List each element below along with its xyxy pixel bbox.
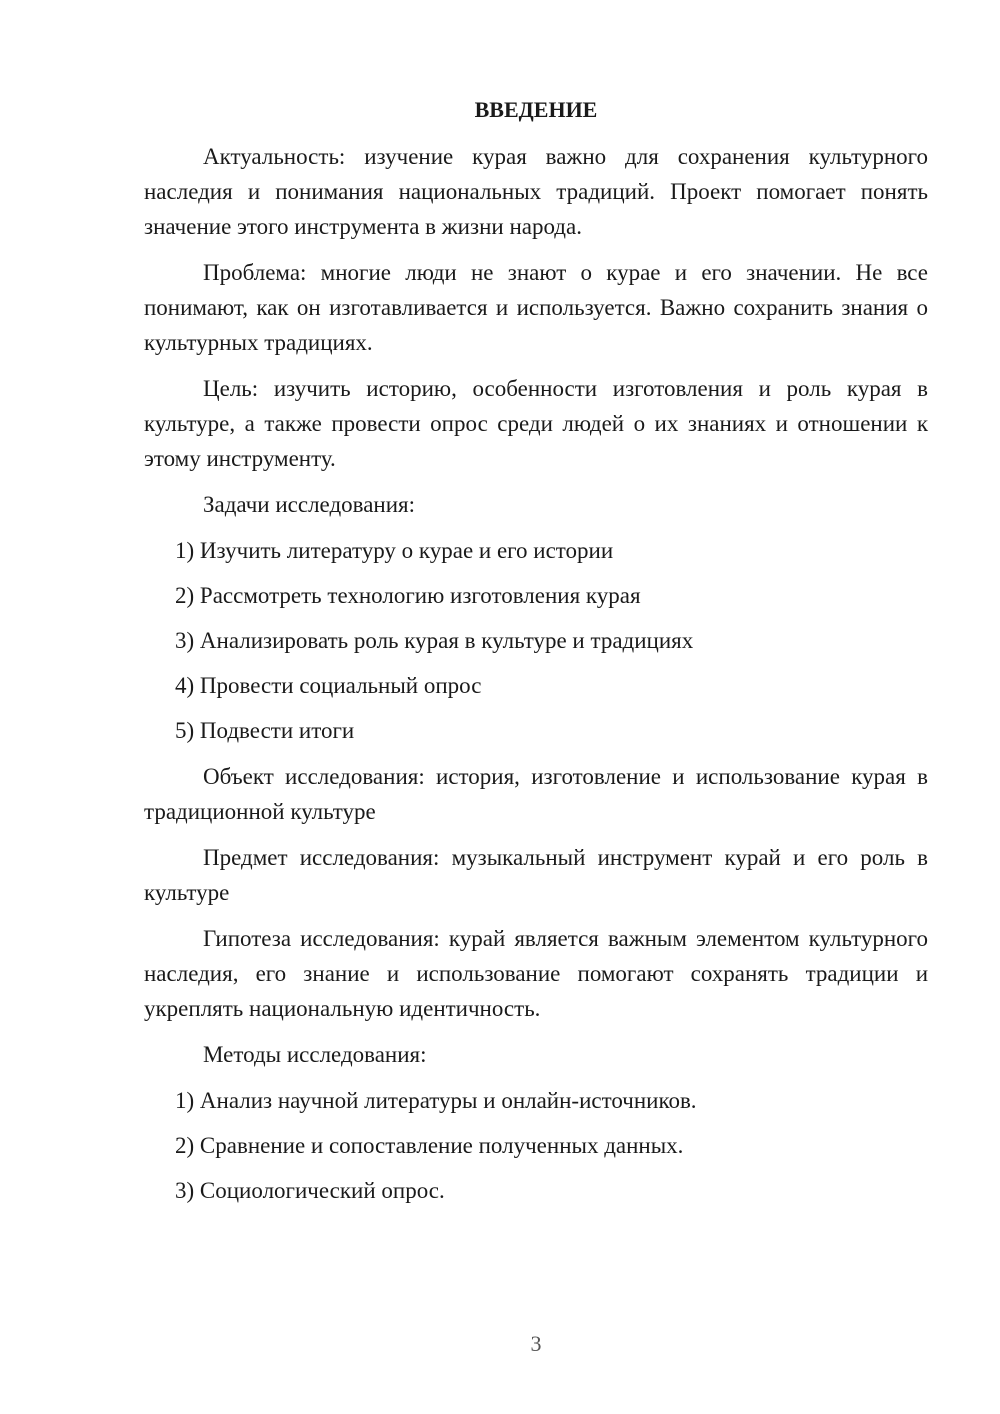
- relevance-paragraph: Актуальность: изучение курая важно для сохранения культурного наследия и понимания национальных традиций. Проект помогает понять значение этого инструмента в жизни народа.: [144, 144, 928, 239]
- page-content: [144, 92, 928, 1219]
- subject-paragraph: Предмет исследования: музыкальный инструмент курай и его роль в культуре: [144, 845, 928, 905]
- tasks-list: [144, 533, 928, 748]
- list-item: 2) Сравнение и сопоставление полученных данных.: [175, 1133, 684, 1158]
- list-item: 2) Рассмотреть технологию изготовления курая: [175, 583, 641, 608]
- goal-paragraph: Цель: изучить историю, особенности изготовления и роль курая в культуре, а также провести опрос среди людей о их знаниях и отношении к этому инструменту.: [144, 376, 928, 471]
- methods-heading: Методы исследования:: [203, 1042, 427, 1067]
- object-paragraph: Объект исследования: история, изготовление и использование курая в традиционной культуре: [144, 764, 928, 824]
- hypothesis-paragraph: Гипотеза исследования: курай является важным элементом культурного наследия, его знание и использование помогают сохранять традиции и укреплять национальную идентичность.: [144, 926, 928, 1021]
- tasks-heading: Задачи исследования:: [203, 492, 416, 517]
- methods-list: [144, 1083, 928, 1208]
- list-item: 5) Подвести итоги: [175, 718, 355, 743]
- section-title: ВВЕДЕНИЕ: [474, 97, 598, 122]
- list-item: 3) Анализировать роль курая в культуре и традициях: [175, 628, 694, 653]
- list-item: 3) Социологический опрос.: [175, 1178, 445, 1203]
- problem-paragraph: Проблема: многие люди не знают о курае и его значении. Не все понимают, как он изготавливается и используется. Важно сохранить знания о культурных традициях.: [144, 260, 928, 355]
- list-item: 4) Провести социальный опрос: [175, 673, 482, 698]
- list-item: 1) Изучить литературу о курае и его истории: [175, 538, 614, 563]
- list-item: 1) Анализ научной литературы и онлайн-источников.: [175, 1088, 697, 1113]
- page-number: 3: [530, 1331, 542, 1356]
